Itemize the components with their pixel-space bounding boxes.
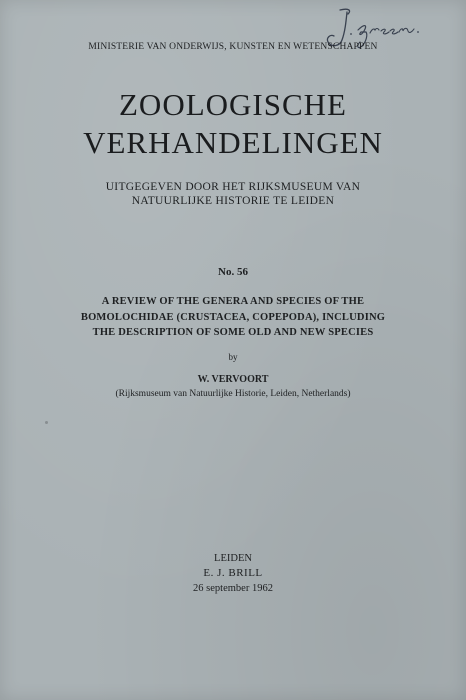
article-title-line-1: A REVIEW OF THE GENERA AND SPECIES OF THE [101, 296, 365, 307]
imprint-city: LEIDEN [214, 553, 252, 564]
publisher-subtitle-line-1: UITGEGEVEN DOOR HET RIJKSMUSEUM VAN [105, 181, 361, 193]
publisher-subtitle [0, 180, 466, 208]
author-affiliation: (Rijksmuseum van Natuurlijke Historie, Leiden, Netherlands) [115, 389, 351, 399]
ministry-heading: MINISTERIE VAN ONDERWIJS, KUNSTEN EN WETENSCHAPPEN [88, 42, 378, 52]
article-title-line-2: BOMOLOCHIDAE (CRUSTACEA, COPEPODA), INCLUDING [80, 311, 386, 323]
imprint [0, 551, 466, 596]
author-name: W. VERVOORT [197, 374, 269, 385]
article-title [0, 294, 466, 341]
series-title-line-2: VERHANDELINGEN [83, 125, 383, 160]
article-title-line-3: THE DESCRIPTION OF SOME OLD AND NEW SPECIES [92, 327, 374, 338]
imprint-date: 26 september 1962 [193, 583, 273, 594]
by-label: by [228, 352, 238, 362]
imprint-publisher: E. J. BRILL [203, 567, 263, 579]
publisher-subtitle-line-2: NATUURLIJKE HISTORIE TE LEIDEN [131, 195, 335, 207]
series-title [0, 86, 466, 162]
paper-spot [45, 421, 48, 424]
issue-number: No. 56 [218, 266, 248, 278]
series-title-line-1: ZOOLOGISCHE [119, 87, 347, 122]
